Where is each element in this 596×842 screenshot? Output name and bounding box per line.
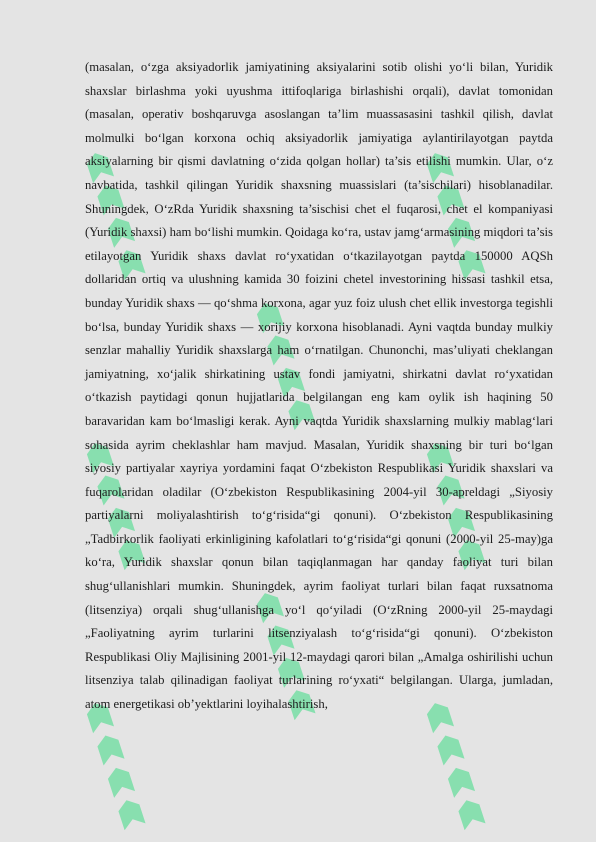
watermark-icon	[81, 699, 150, 832]
watermark-icon	[421, 699, 490, 832]
body-paragraph: (masalan, o‘zga aksiyadorlik jamiyatining aksiyalarini sotib olishi yo‘li bilan, Yuridik shaxslar birlashma yoki uyushma ittifoqlariga birlashishi orqali), davlat tomonidan (masalan, operativ boshqaruvga asoslangan ta’lim muassasasini tashkil qilish, davlat molmulki bo‘lgan korxona ochiq aksiyadorlik jamiyatiga aylantirilayotgan paytda aksiyalarning bir qismi davlatning o‘zida qolgan hollar) ta’sis etilishi mumkin. Ular, o‘z navbatida, tashkil qilingan Yuridik shaxsning muassislari (ta’sischilari) hisoblanadilar. Shuningdek, O‘zRda Yuridik shaxsning ta’sischisi chet el fuqarosi, chet el kompaniyasi (Yuridik shaxsi) ham bo‘lishi mumkin. Qoidaga ko‘ra, ustav jamg‘armasining miqdori ta’sis etilayotgan Yuridik shaxs davlat ro‘yxatidan o‘tkazilayotgan paytda 150000 AQSh dollaridan ortiq va ulushning kamida 30 foizini chetel investorining hissasi tashkil etsa, bunday Yuridik shaxs — qo‘shma korxona, agar yuz foiz ulush chet ellik investorga tegishli bo‘lsa, bunday Yuridik shaxs — xorijiy korxona hisoblanadi. Ayni vaqtda bunday mulkiy senzlar mahalliy Yuridik shaxslarga ham o‘rnatilgan. Chunonchi, mas’uliyati cheklangan jamiyatning, xo‘jalik shirkatining ustav fondi jamiyatni, shirkatni davlat ro‘yxatidan o‘tkazish paytidagi qonun hujjatlarida belgilangan eng kam oylik ish haqining 50 baravaridan kam bo‘lmasligi kerak. Ayni vaqtda Yuridik shaxslarning mulkiy mablag‘lari sohasida ayrim cheklashlar ham mavjud. Masalan, Yuridik shaxsning bir turi bo‘lgan siyosiy partiyalar xayriya yordamini faqat O‘zbekiston Respublikasi Yuridik shaxslari va fuqarolaridan oladilar (O‘zbekiston Respublikasining 2004-yil 30-apreldagi „Siyosiy partiyalarni moliyalashtirish to‘g‘risida“gi qonuni). O‘zbekiston Respublikasining „Tadbirkorlik faoliyati erkinligining kafolatlari to‘g‘risida“gi qonuni (2000-yil 25-may)ga ko‘ra, Yuridik shaxslar qonun bilan taqiqlanmagan har qanday faoliyat turi bilan shug‘ullanishlari mumkin. Shuningdek, ayrim faoliyat turlari bilan faqat ruxsatnoma (litsenziya) orqali shug‘ullanishga yo‘l qo‘yiladi (O‘zRning 2000-yil 25-maydagi „Faoliyatning ayrim turlarini litsenziyalash to‘g‘risida“gi qonuni). O‘zbekiston Respublikasi Oliy Majlisining 2001-yil 12-maydagi qarori bilan „Amalga oshirilishi uchun litsenziya talab qilinadigan faoliyat turlarining ro‘yxati“ belgilangan. Ularga, jumladan, atom energetikasi ob’yektlarini loyihalashtirish,	[85, 60, 553, 712]
